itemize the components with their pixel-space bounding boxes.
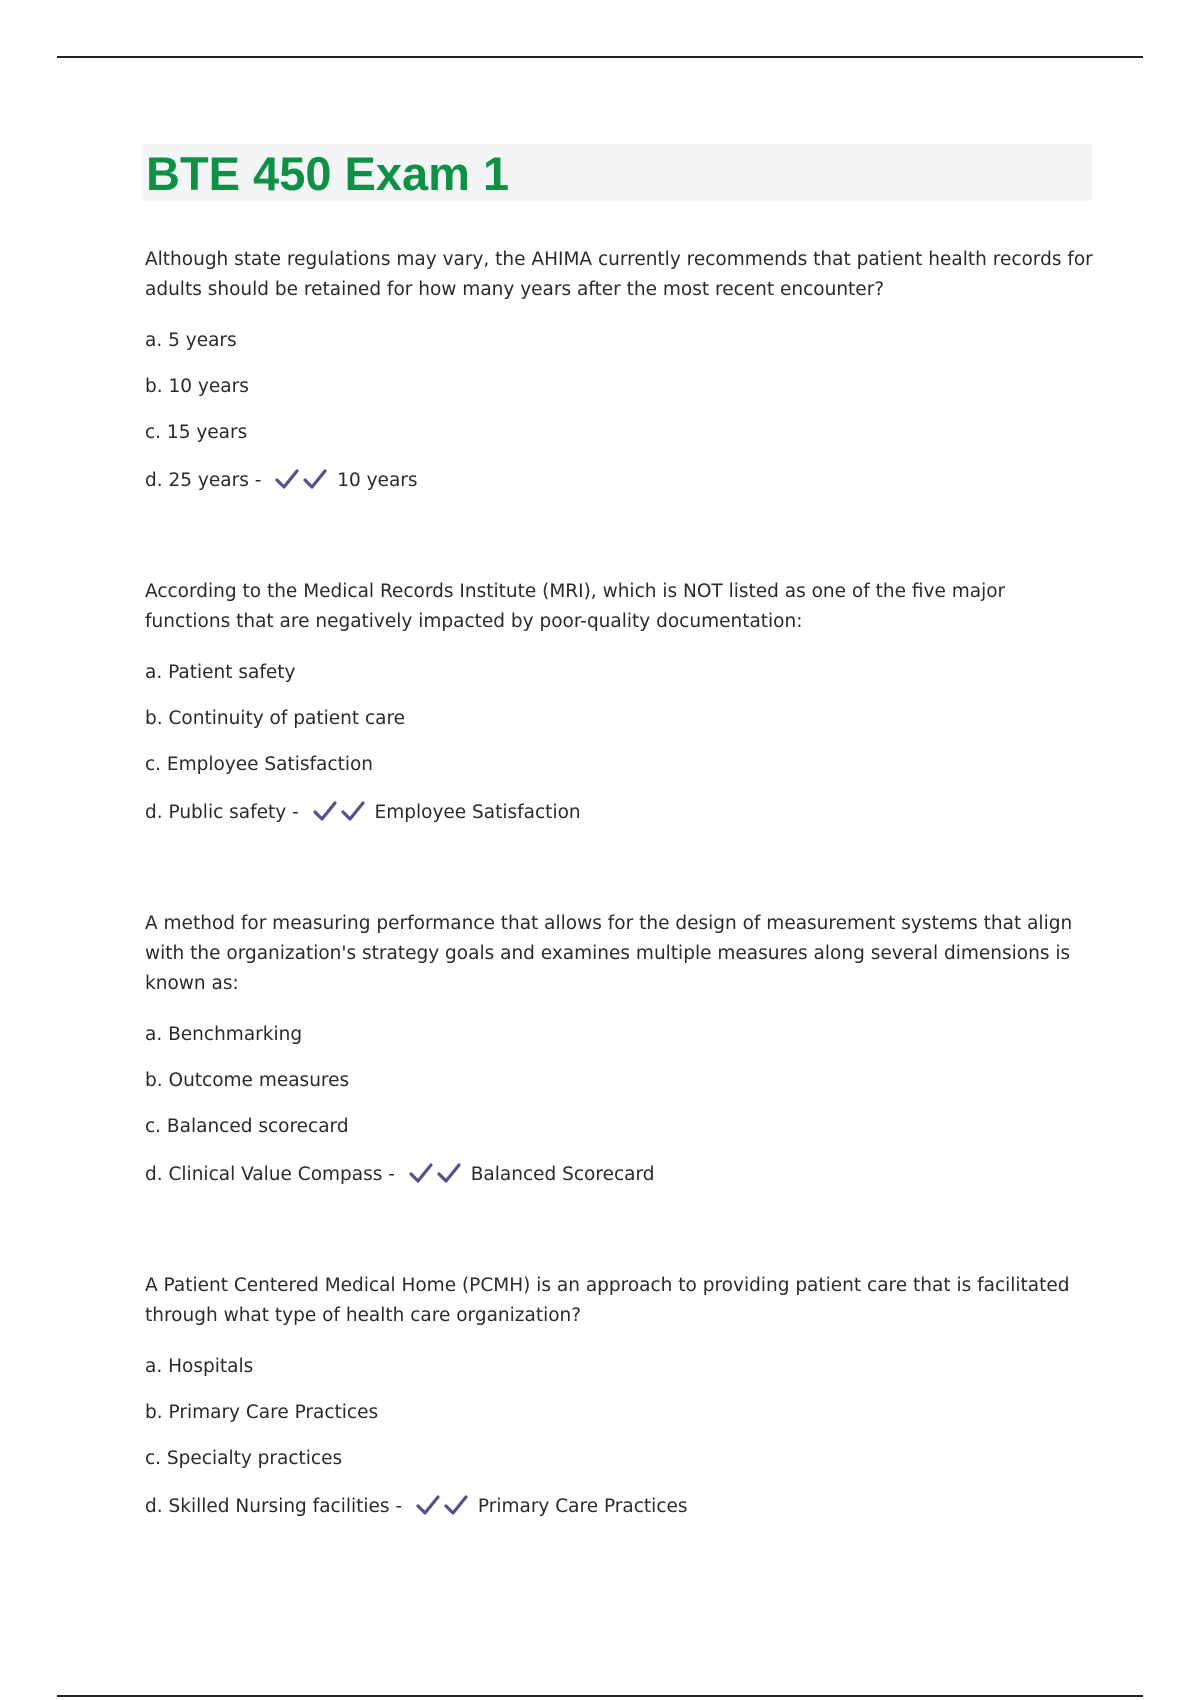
answer-text: 10 years [337, 470, 418, 491]
checkmark-icon [416, 1494, 440, 1516]
option-c: c. Balanced scorecard [145, 1116, 349, 1137]
answer-checkmarks [271, 470, 333, 491]
checkmark-icon [341, 800, 365, 822]
checkmark-icon [437, 1162, 461, 1184]
option-d: d. 25 years - [145, 470, 262, 491]
bottom-rule [57, 1695, 1143, 1697]
question-stem: Although state regulations may vary, the AHIMA currently recommends that patient health records for adults should be retained for how many years after the most recent encounter? [145, 249, 1093, 300]
option-c: c. Employee Satisfaction [145, 754, 374, 775]
option-d-with-answer [145, 1484, 1095, 1530]
checkmark-icon [444, 1494, 468, 1516]
answer-checkmarks [412, 1496, 474, 1517]
option-d: d. Public safety - [145, 802, 299, 823]
option-d: d. Clinical Value Compass - [145, 1164, 395, 1185]
question-list [145, 245, 1095, 1603]
checkmark-icon [313, 800, 337, 822]
option-b: b. Continuity of patient care [145, 708, 406, 729]
document-title: BTE 450 Exam 1 [146, 147, 510, 200]
checkmark-icon [409, 1162, 433, 1184]
option-a: a. 5 years [145, 330, 237, 351]
question-2 [145, 577, 1095, 836]
top-rule [57, 56, 1143, 58]
question-stem: A Patient Centered Medical Home (PCMH) is an approach to providing patient care that is facilitated through what type of health care organization? [145, 1275, 1070, 1326]
option-c: c. Specialty practices [145, 1448, 343, 1469]
option-d-with-answer [145, 790, 1095, 836]
answer-text: Employee Satisfaction [374, 802, 581, 823]
option-d-with-answer [145, 458, 1095, 504]
option-b: b. Outcome measures [145, 1070, 350, 1091]
question-3 [145, 909, 1095, 1198]
option-c: c. 15 years [145, 422, 248, 443]
option-d: d. Skilled Nursing facilities - [145, 1496, 403, 1517]
checkmark-icon [275, 468, 299, 490]
question-stem: A method for measuring performance that allows for the design of measurement systems that align with the organization's strategy goals and examines multiple measures along several dimensions is known as: [145, 913, 1073, 994]
question-4 [145, 1271, 1095, 1530]
option-a: a. Benchmarking [145, 1024, 303, 1045]
option-b: b. Primary Care Practices [145, 1402, 379, 1423]
option-b: b. 10 years [145, 376, 249, 397]
option-a: a. Hospitals [145, 1356, 254, 1377]
question-1 [145, 245, 1095, 504]
option-d-with-answer [145, 1152, 1095, 1198]
answer-checkmarks [405, 1164, 467, 1185]
option-a: a. Patient safety [145, 662, 296, 683]
answer-checkmarks [309, 802, 371, 823]
question-stem: According to the Medical Records Institute (MRI), which is NOT listed as one of the five major functions that are negatively impacted by poor-quality documentation: [145, 581, 1006, 632]
answer-text: Balanced Scorecard [470, 1164, 655, 1185]
answer-text: Primary Care Practices [477, 1496, 688, 1517]
checkmark-icon [303, 468, 327, 490]
